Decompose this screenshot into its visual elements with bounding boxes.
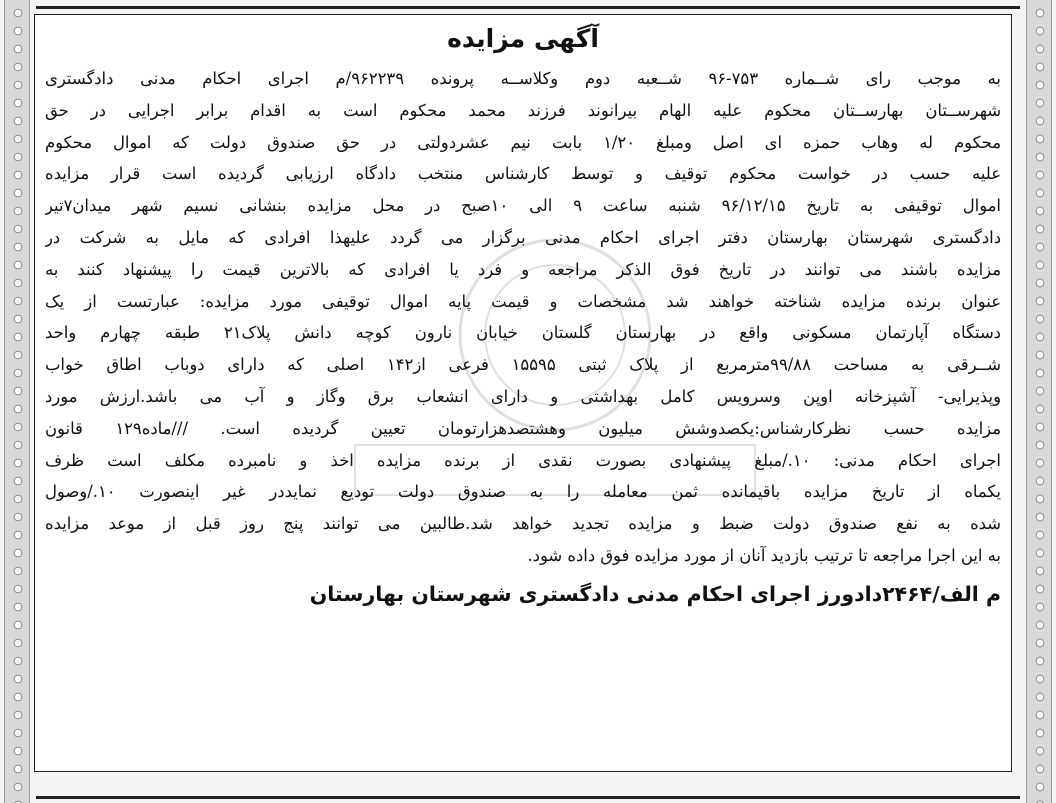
notice-line: علیه حسب در خواست محکوم توقیف و توسط کارشناس منتخب دادگاه ارزیابی گردیده است قرار مزایده <box>45 164 1001 184</box>
notice-line: شهرســتان بهارســتان محکوم علیه الهام بیرانوند فرزند محمد محکوم است به اقدام برابر اجرایی در حق <box>45 100 1001 120</box>
notice-line: محکوم له وهاب حمزه ای اصل ومبلغ ۱/۲۰ بابت نیم عشردولتی در حق صندوق دولت که اموال محکوم <box>45 132 1001 152</box>
notice-signature: م الف/۲۴۶۴دادورز اجرای احکام مدنی دادگستری شهرستان بهارستان <box>309 581 1001 606</box>
notice-line: یکماه از تاریخ مزایده باقیمانده ثمن معامله را به صندوق دولت تودیع نمایددر غیر اینصورت ۱۰./وصول <box>45 482 1001 502</box>
notice-line: به موجب رای شــماره ۷۵۳-۹۶ شــعبه دوم وکلاســه پرونده ۹۶۲۲۳۹/م اجرای احکام مدنی دادگستری <box>45 69 1001 88</box>
top-column-rule <box>36 6 1020 9</box>
notice-line: وپذیرایی- آشپزخانه اوپن وسرویس کامل بهداشتی و دارای انشعاب برق وگاز و آب می باشد.ارزش مورد <box>45 386 1001 406</box>
left-perforation-strip <box>4 0 30 803</box>
notice-line: شده به نفع صندوق دولت ضبط و مزایده تجدید خواهد شد.طالبین می توانند پنج روز قبل از موعد مزایده <box>45 514 1001 534</box>
notice-line: به این اجرا مراجعه تا ترتیب بازدید آنان از مورد مزایده فوق داده شود. <box>527 545 1001 565</box>
notice-line: دستگاه آپارتمان مسکونی واقع در بهارستان گلستان خیابان نارون کوچه دانش پلاک۲۱ طبقه چهارم واحد <box>45 323 1001 343</box>
notice-line: اموال توقیفی به تاریخ ۹۶/۱۲/۱۵ شنبه ساعت ۹ الی ۱۰صبح در محل مزایده بنشانی نسیم شهر میدان۷تیر <box>45 196 1001 216</box>
notice-title: آگهی مزایده <box>447 24 599 53</box>
notice-line: اجرای احکام مدنی: ۱۰./مبلغ پیشنهادی بصورت نقدی از برنده مزایده اخذ و نامبرده مکلف است ظرف <box>45 450 1001 470</box>
notice-line: عنوان برنده مزایده شناخته خواهند شد مشخصات و قیمت پایه اموال توقیفی مورد مزایده: عبارتست از یک <box>45 291 1001 311</box>
auction-notice <box>34 14 1012 772</box>
notice-line: مزایده حسب نظرکارشناس:یکصدوشش میلیون وهشتصدهزارتومان تعیین گردیده است. ///ماده۱۲۹ قانون <box>45 418 1001 438</box>
right-perforation-strip <box>1026 0 1052 803</box>
notice-line: شــرقی به مساحت ۹۹/۸۸مترمربع از پلاک ثبتی ۱۵۵۹۵ فرعی از۱۴۲ اصلی که دارای دوباب اطاق خواب <box>45 355 1001 375</box>
notice-line: دادگستری شهرستان بهارستان دفتر اجرای احکام مدنی برگزار می گردد علیهذا افرادی که مایل به شرکت در <box>45 227 1001 247</box>
bottom-column-rule <box>36 796 1020 799</box>
notice-line: مزایده باشند می توانند در تاریخ فوق الذکر مراجعه و فرد یا افرادی که بالاترین قیمت را پیشنهاد کنند به <box>45 259 1001 279</box>
notice-body <box>45 63 1001 572</box>
